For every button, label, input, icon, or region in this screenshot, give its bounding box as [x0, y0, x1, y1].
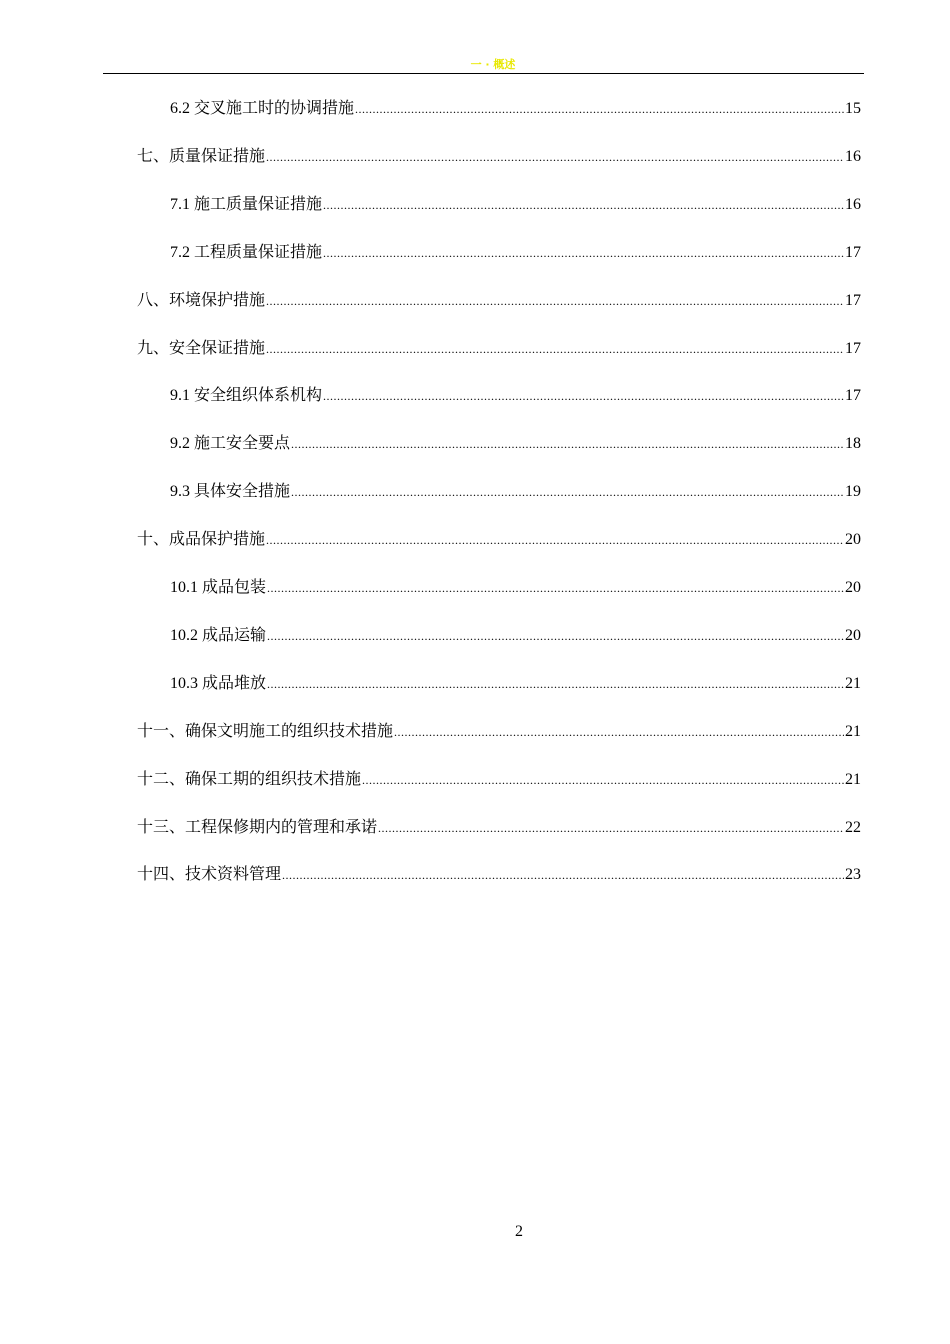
toc-entry-page: 20	[845, 626, 861, 644]
header-rule	[103, 73, 864, 74]
toc-entry-title: 七、质量保证措施	[137, 147, 266, 165]
toc-dot-leader	[323, 385, 844, 407]
toc-entry-page: 16	[845, 195, 861, 213]
toc-entry-title: 10.2 成品运输	[170, 626, 267, 644]
toc-dot-leader	[323, 242, 844, 264]
toc-entry[interactable]	[137, 769, 861, 791]
toc-entry-page: 20	[845, 579, 861, 596]
toc-dot-leader	[378, 817, 844, 839]
toc-entry[interactable]	[137, 864, 861, 886]
toc-entry-page: 17	[845, 243, 861, 261]
toc-entry[interactable]	[137, 146, 861, 168]
toc-entry-title: 十一、确保文明施工的组织技术措施	[137, 722, 394, 740]
toc-entry-title: 9.1 安全组织体系机构	[170, 387, 323, 405]
toc-entry-page: 17	[845, 387, 861, 405]
toc-entry-title: 十、成品保护措施	[137, 531, 266, 549]
toc-entry[interactable]	[137, 290, 861, 312]
toc-dot-leader	[266, 146, 844, 168]
toc-entry-title: 九、安全保证措施	[137, 339, 266, 357]
toc-entry-page: 19	[845, 483, 861, 501]
toc-entry[interactable]	[170, 242, 861, 264]
toc-entry[interactable]	[137, 529, 861, 551]
toc-dot-leader	[323, 194, 844, 216]
toc-entry-page: 17	[845, 291, 861, 309]
toc-entry[interactable]	[170, 481, 861, 503]
toc-entry-page: 22	[845, 818, 861, 836]
toc-entry-title: 八、环境保护措施	[137, 291, 266, 309]
toc-entry-page: 16	[845, 147, 861, 165]
toc-entry-page: 20	[845, 531, 861, 549]
toc-entry[interactable]	[137, 817, 861, 839]
toc-dot-leader	[266, 529, 844, 551]
toc-dot-leader	[394, 721, 844, 743]
toc-entry-title: 9.2 施工安全要点	[170, 435, 291, 453]
toc-entry[interactable]	[137, 721, 861, 743]
toc-entry-title: 9.3 具体安全措施	[170, 483, 291, 501]
toc-entry-title: 十四、技术资料管理	[137, 866, 282, 884]
toc-entry-title: 6.2 交叉施工时的协调措施	[170, 100, 355, 117]
toc-entry[interactable]	[170, 385, 861, 407]
toc-dot-leader	[267, 625, 844, 647]
toc-dot-leader	[266, 290, 844, 312]
toc-entry[interactable]	[170, 98, 861, 120]
toc-dot-leader	[362, 769, 844, 791]
toc-entry-page: 23	[845, 866, 861, 884]
toc-dot-leader	[267, 577, 844, 599]
toc-entry-page: 21	[845, 674, 861, 692]
toc-entry-title: 7.1 施工质量保证措施	[170, 195, 323, 213]
toc-entry-title: 10.3 成品堆放	[170, 674, 267, 692]
toc-entry-page: 21	[845, 770, 861, 788]
toc-entry-page: 21	[845, 722, 861, 740]
page-number: 2	[515, 1223, 523, 1240]
toc-entry-title: 10.1 成品包装	[170, 579, 267, 596]
toc-dot-leader	[282, 864, 844, 886]
toc-entry-page: 17	[845, 339, 861, 357]
toc-entry-title: 7.2 工程质量保证措施	[170, 243, 323, 261]
toc-entry[interactable]	[170, 577, 861, 599]
toc-entry[interactable]	[170, 433, 861, 455]
toc-entry-page: 18	[845, 435, 861, 453]
toc-entry[interactable]	[170, 673, 861, 695]
toc-entry[interactable]	[170, 194, 861, 216]
toc-dot-leader	[291, 433, 844, 455]
toc-dot-leader	[267, 673, 844, 695]
toc-entry-title: 十三、工程保修期内的管理和承诺	[137, 818, 378, 836]
toc-dot-leader	[355, 98, 844, 120]
running-header: 一 · 概述	[470, 58, 516, 71]
toc-entry-page: 15	[845, 100, 861, 117]
toc-entry-title: 十二、确保工期的组织技术措施	[137, 770, 362, 788]
toc-dot-leader	[291, 481, 844, 503]
toc-entry[interactable]	[137, 338, 861, 360]
toc-dot-leader	[266, 338, 844, 360]
toc-entry[interactable]	[170, 625, 861, 647]
